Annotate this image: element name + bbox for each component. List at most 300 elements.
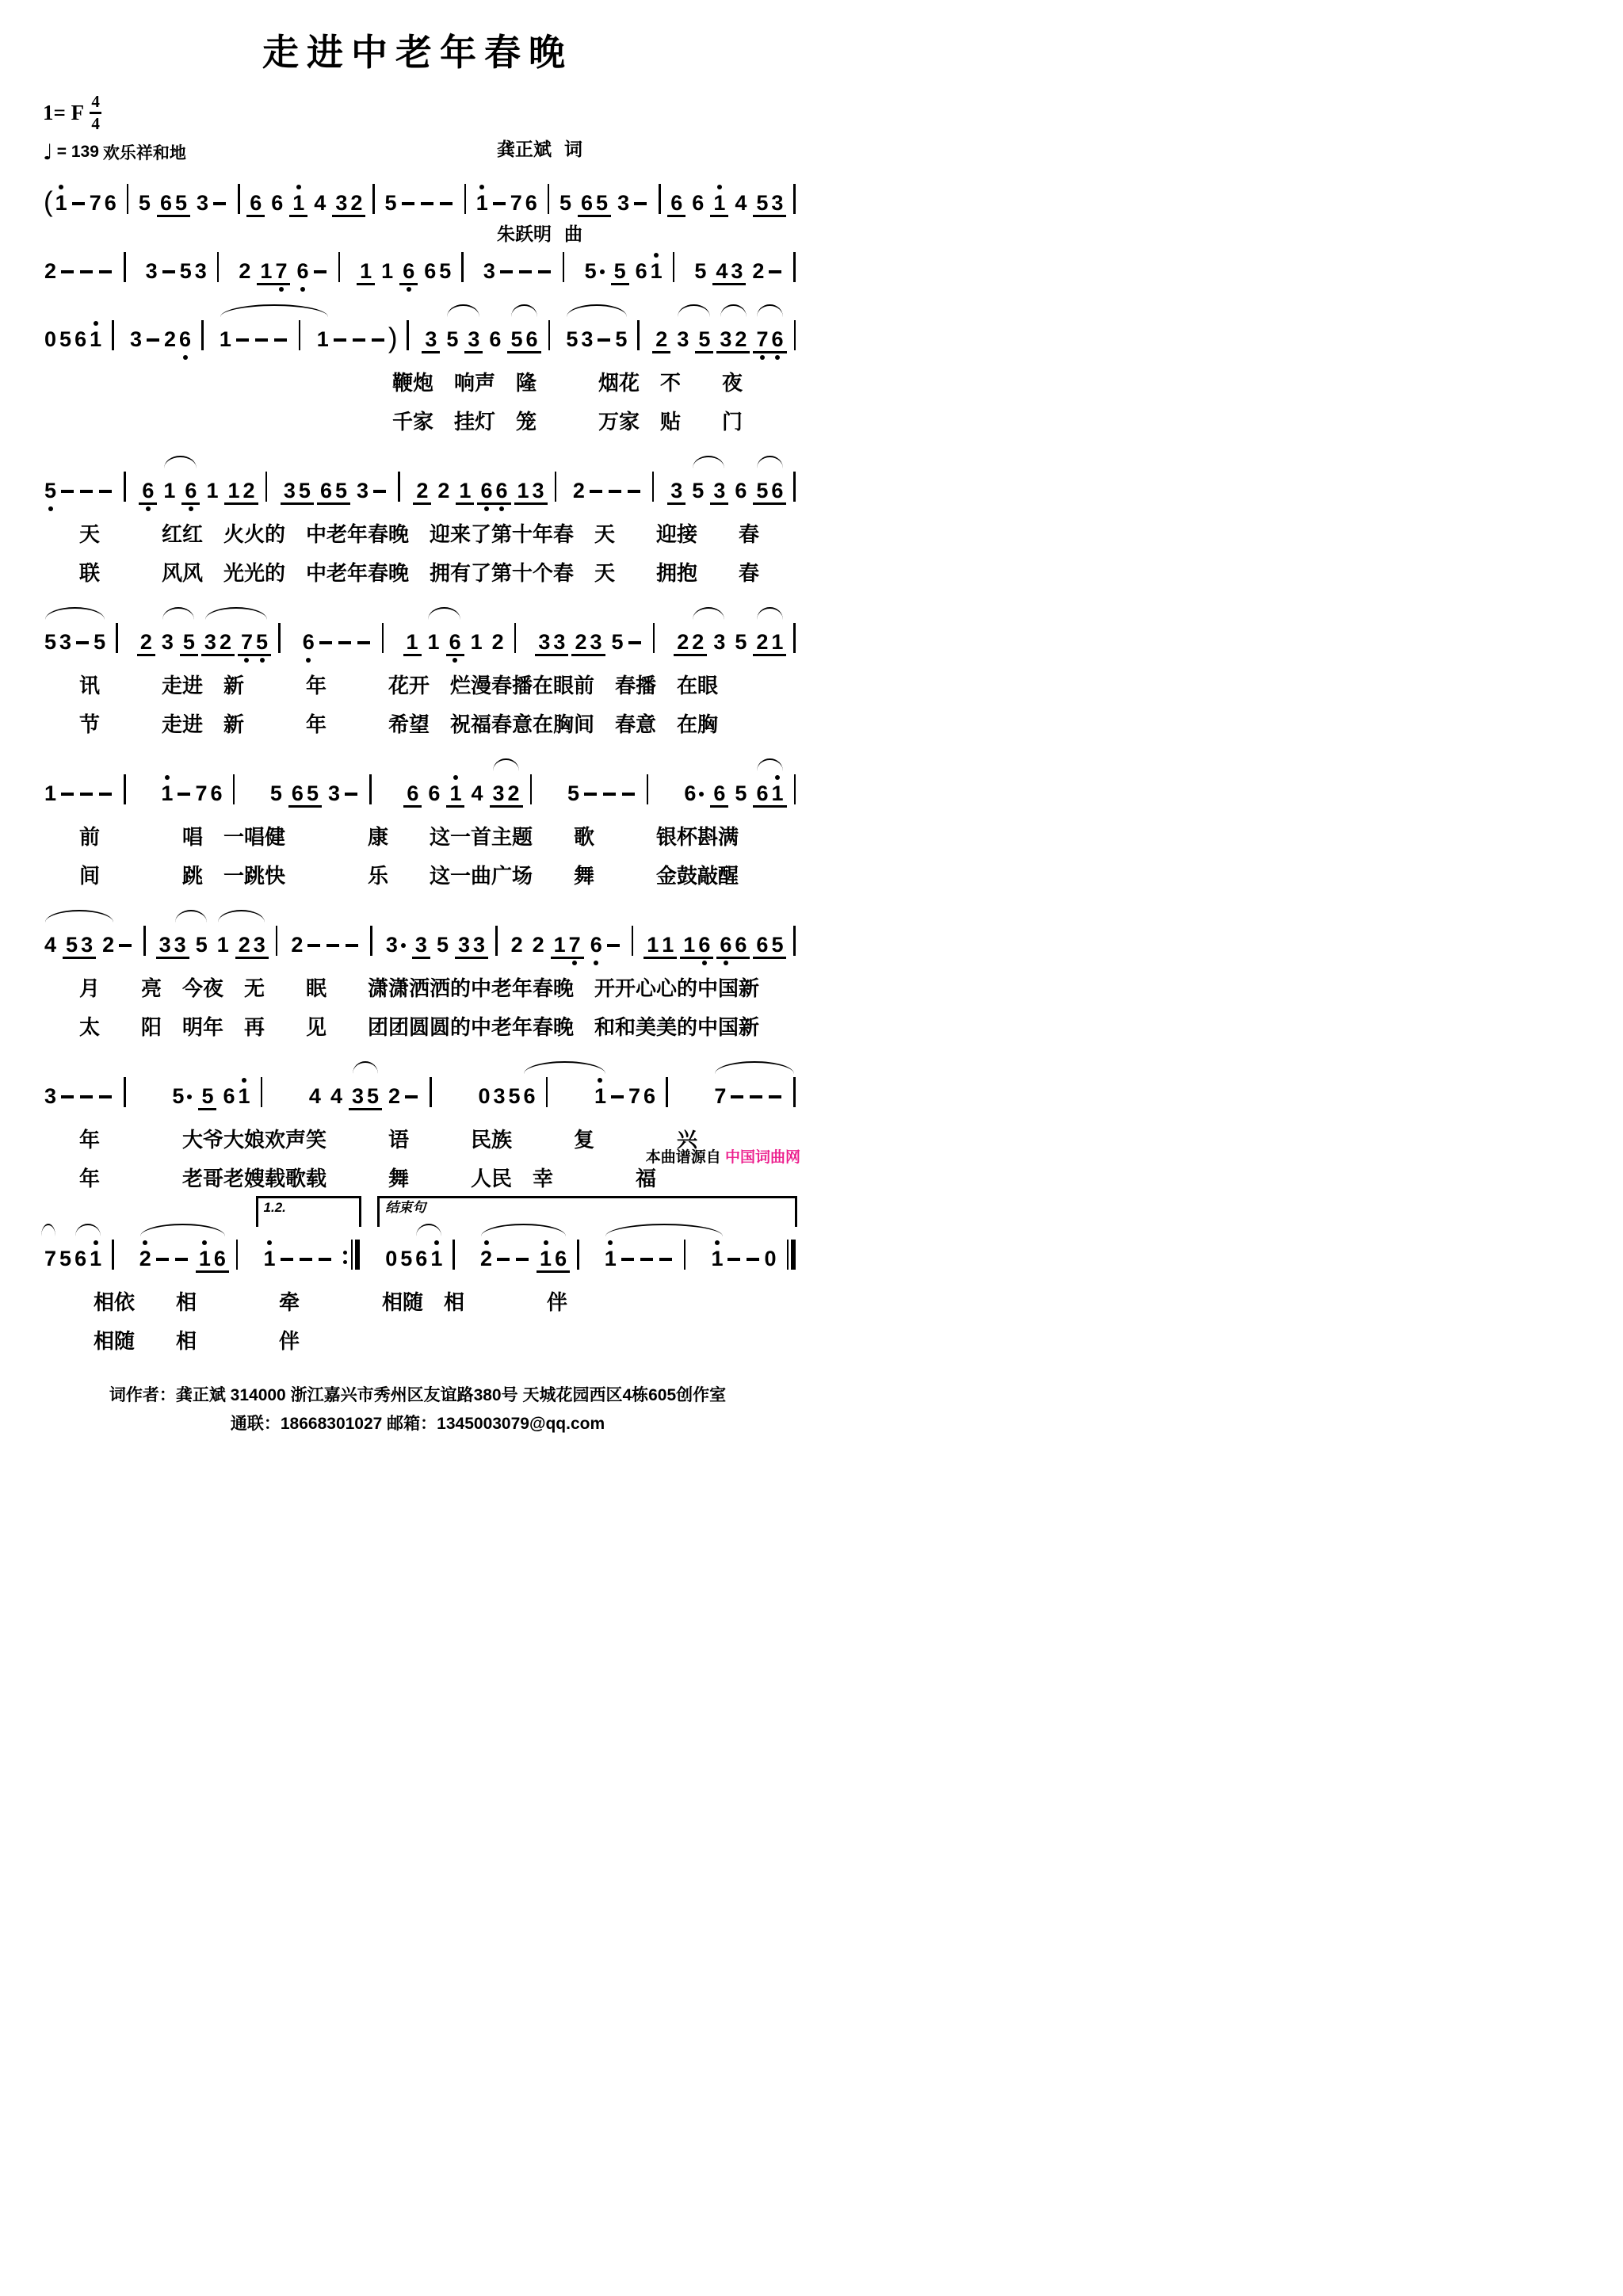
note-token: 4 <box>471 781 483 805</box>
note-token: 1 <box>406 630 418 654</box>
system <box>40 160 796 227</box>
note-token: 6 <box>555 1247 567 1270</box>
dash-token <box>611 1095 624 1098</box>
note-token: 5 <box>367 1084 380 1108</box>
system <box>40 1053 796 1192</box>
note-token: 6 <box>74 327 87 351</box>
note-group <box>281 480 314 505</box>
note-group <box>99 934 136 956</box>
octave-down-dot <box>48 506 53 511</box>
note-token: 6 <box>670 191 683 215</box>
octave-up-dot <box>143 1240 147 1245</box>
note-group <box>508 934 526 956</box>
note-group <box>731 193 750 214</box>
note-token: 6 <box>271 191 284 215</box>
note-token: 2 <box>164 327 177 351</box>
barline <box>673 252 675 282</box>
note-group <box>139 480 157 505</box>
note-group <box>537 1248 570 1273</box>
lyric-line-2: 千家 挂灯 笼 万家 贴 门 <box>392 410 743 434</box>
note-group <box>480 261 556 282</box>
dash-token <box>584 793 597 796</box>
dash-token <box>327 944 339 947</box>
dash-token <box>622 793 635 796</box>
slur-arc <box>428 607 460 620</box>
note-group <box>710 783 728 808</box>
measure <box>40 926 146 956</box>
octave-up-dot <box>775 775 780 780</box>
octave-down-dot <box>484 506 489 511</box>
lyric-line-2: 节 走进 新 年 希望 祝福春意在胸间 春意 在胸 <box>79 712 719 736</box>
measure <box>40 184 128 218</box>
measure <box>590 1077 668 1107</box>
measure <box>563 774 649 804</box>
lyric-line-1: 月 亮 今夜 无 眠 潇潇洒洒的中老年春晚 开开心心的中国新 <box>79 976 760 1000</box>
slur-arc <box>493 758 518 771</box>
octave-down-dot <box>453 658 457 663</box>
note-token: 3 <box>197 191 209 215</box>
note-token: 1 <box>159 783 174 804</box>
note-group <box>41 480 116 502</box>
measure <box>475 1240 579 1270</box>
dash-token <box>640 1258 653 1261</box>
note-token: 3 <box>414 933 427 957</box>
note-token: 0 <box>478 1084 491 1108</box>
note-token: 1 <box>662 933 674 957</box>
note-group <box>695 329 713 353</box>
barline <box>530 774 533 804</box>
dash-token <box>538 270 551 273</box>
barline <box>793 184 796 214</box>
note-token: 2 <box>507 781 520 805</box>
barline <box>548 320 551 350</box>
dash-token <box>319 641 332 644</box>
note-group <box>198 1086 216 1110</box>
note-group <box>306 1086 324 1107</box>
octave-down-dot <box>146 506 151 511</box>
measure <box>561 320 640 350</box>
dash-token <box>99 490 112 493</box>
note-group <box>490 783 523 808</box>
dash-token <box>338 641 351 644</box>
note-token: 3 <box>327 781 340 805</box>
dash-token <box>61 490 74 493</box>
slur-arc <box>693 607 724 620</box>
dash-token <box>119 944 132 947</box>
note-group <box>136 193 154 214</box>
measure <box>125 320 204 350</box>
note-token: 2 <box>238 933 250 957</box>
dash-token <box>346 944 358 947</box>
measure <box>706 1240 796 1270</box>
slur-arc <box>757 758 782 771</box>
barline-thick <box>355 1240 360 1270</box>
note-token: 3 <box>457 933 471 957</box>
note-group <box>196 1248 229 1273</box>
note-token: 5 <box>400 1247 413 1270</box>
measure <box>141 252 220 282</box>
measure <box>555 184 661 214</box>
note-group <box>674 632 707 656</box>
repeat-barline <box>343 1240 361 1270</box>
note-token: 6 <box>771 479 784 502</box>
barline <box>261 1077 263 1107</box>
slur-arc <box>715 1061 794 1074</box>
lyric-line-1: 前 唱 一唱健 康 这一首主题 歌 银杯斟满 <box>79 825 739 849</box>
note-group <box>399 261 418 285</box>
note-token: 2 <box>239 259 251 283</box>
note-token: 3 <box>771 191 784 215</box>
note-token: 1 <box>197 1248 212 1270</box>
note-token: 6 <box>756 781 769 805</box>
octave-up-dot <box>598 1078 602 1083</box>
note-group <box>193 934 211 956</box>
note-token: 5 <box>94 630 106 654</box>
note-token: 5 <box>508 1084 521 1108</box>
octave-up-dot <box>267 1240 272 1245</box>
slur-arc <box>140 1224 225 1236</box>
slur-arc <box>511 304 537 317</box>
paren-token: ) <box>388 323 398 354</box>
note-group <box>41 934 59 956</box>
measure <box>135 1240 239 1270</box>
note-group <box>473 193 540 214</box>
barline <box>299 320 301 350</box>
slur-arc <box>678 304 709 317</box>
barline <box>124 1077 126 1107</box>
note-token: 3 <box>493 1084 506 1108</box>
note-token: 3 <box>59 630 72 654</box>
note-token: 2 <box>677 630 689 654</box>
note-group <box>300 632 375 653</box>
note-token: 4 <box>735 191 747 215</box>
note-group <box>486 329 504 350</box>
note-token: 6 <box>735 479 747 502</box>
note-token: 3 <box>713 630 726 654</box>
note-group <box>551 934 584 959</box>
note-token: 6 <box>250 191 262 215</box>
note-token: 1 <box>219 327 231 351</box>
note-token: 2 <box>388 1084 401 1108</box>
note-token: 5 <box>44 630 57 654</box>
note-token: 6 <box>643 1084 656 1108</box>
note-token: 6 <box>697 934 712 956</box>
dash-token <box>497 1258 510 1261</box>
tempo-bpm: = 139 <box>56 143 99 161</box>
barline <box>233 774 235 804</box>
note-line <box>40 1053 796 1120</box>
note-group <box>267 783 285 804</box>
note-token: 5 <box>179 259 192 283</box>
dash-token <box>80 270 93 273</box>
measure <box>312 320 409 354</box>
note-token: 3 <box>483 259 495 283</box>
note-group <box>180 632 198 656</box>
note-group <box>378 261 396 282</box>
measure <box>568 472 655 502</box>
note-token: 3 <box>357 479 369 502</box>
note-token: 3 <box>473 933 486 957</box>
octave-up-dot <box>484 1240 489 1245</box>
note-token: 6 <box>713 781 726 805</box>
barline <box>647 774 649 804</box>
note-token: 0 <box>44 327 57 351</box>
note-group <box>63 934 96 959</box>
dash-token <box>353 338 365 342</box>
note-token: 5 <box>611 630 624 654</box>
barline <box>546 1077 548 1107</box>
dash-token <box>300 1258 312 1261</box>
octave-up-dot <box>165 775 170 780</box>
note-group <box>332 193 365 217</box>
dash-token <box>99 270 112 273</box>
note-token: 2 <box>291 933 304 957</box>
note-token: 3 <box>385 933 398 957</box>
note-group <box>731 632 750 653</box>
measure <box>411 472 556 502</box>
note-token: 1 <box>316 327 329 351</box>
note-token: 6 <box>756 933 769 957</box>
barline-thin <box>787 1240 789 1270</box>
system <box>40 448 796 586</box>
note-group <box>443 329 461 350</box>
note-group <box>691 261 709 282</box>
note-group <box>158 632 177 653</box>
octave-down-dot <box>775 355 780 360</box>
slur-arc <box>218 910 265 923</box>
measure <box>600 1240 686 1270</box>
note-token: 2 <box>102 933 115 957</box>
note-token: 6 <box>140 480 155 502</box>
note-group <box>201 632 235 656</box>
note-token: 5 <box>195 933 208 957</box>
measure <box>156 774 235 804</box>
note-group <box>455 934 488 959</box>
measure <box>40 1077 126 1107</box>
dash-token <box>727 1258 740 1261</box>
note-token: 4 <box>308 1084 321 1108</box>
lyricist-credit: 龚正斌 词 <box>497 139 583 161</box>
dot-token <box>699 792 704 797</box>
note-token: 1 <box>291 193 306 214</box>
note-token: 3 <box>129 327 142 351</box>
note-group <box>353 480 391 502</box>
lyric-line-2: 年 老哥老嫂载歌载 舞 人民 幸 福 <box>79 1167 657 1190</box>
note-token: 4 <box>314 191 327 215</box>
note-token: 7 <box>754 329 769 350</box>
barline <box>201 320 204 350</box>
dash-token <box>80 793 93 796</box>
barline <box>495 926 498 956</box>
dash-token <box>659 1258 672 1261</box>
note-group <box>475 1086 538 1107</box>
note-group <box>383 934 409 956</box>
quarter-note-icon: ♩ <box>43 139 53 165</box>
note-token: 6 <box>692 191 705 215</box>
measure <box>137 472 267 502</box>
measure <box>472 184 550 214</box>
dash-token <box>603 793 616 796</box>
measure <box>40 252 126 282</box>
paren-token: ( <box>44 186 53 218</box>
dash-token <box>519 270 532 273</box>
note-group <box>632 261 666 282</box>
note-group <box>311 193 329 214</box>
note-token: 5 <box>698 327 711 351</box>
note-token: 6 <box>183 480 198 502</box>
dash-token <box>319 1258 331 1261</box>
note-token: 1 <box>448 783 463 804</box>
note-group <box>257 261 290 285</box>
note-token: 0 <box>385 1247 398 1270</box>
note-group <box>216 329 292 350</box>
note-token: 6 <box>525 191 537 215</box>
barline <box>548 184 550 214</box>
note-token: 2 <box>756 630 769 654</box>
note-token: 5 <box>59 327 72 351</box>
note-token: 1 <box>360 259 372 283</box>
measure <box>580 252 675 282</box>
barline <box>124 472 126 502</box>
score-body <box>40 160 796 1354</box>
note-token: 5 <box>735 630 747 654</box>
note-token: 1 <box>260 259 273 283</box>
measure <box>40 472 126 502</box>
measure <box>506 926 634 956</box>
note-group <box>385 1086 422 1107</box>
note-group <box>667 193 685 217</box>
note-token: 3 <box>677 327 689 351</box>
note-token: 1 <box>237 1086 252 1107</box>
barline <box>652 472 655 502</box>
slur-arc <box>353 1061 378 1074</box>
dash-token <box>61 1095 74 1098</box>
measure <box>402 623 517 653</box>
note-token: 6 <box>178 329 193 350</box>
dash-token <box>156 1258 169 1261</box>
volta-label: 1.2. <box>263 1200 286 1215</box>
note-group <box>731 783 750 804</box>
footer-line2: 通联：18668301027 邮箱：1345003079@qq.com <box>230 1414 605 1433</box>
dash-token <box>255 338 268 342</box>
barline <box>632 926 634 956</box>
note-group <box>157 193 190 217</box>
note-group <box>293 261 330 282</box>
note-token: 7 <box>44 1247 57 1270</box>
barline <box>514 623 517 653</box>
watermark <box>646 1145 800 1167</box>
measure <box>355 252 464 282</box>
dash-token <box>99 793 112 796</box>
note-token: 7 <box>239 632 254 653</box>
octave-up-dot <box>479 185 484 189</box>
note-group <box>41 329 105 350</box>
barline <box>461 252 464 282</box>
note-token: 6 <box>525 327 538 351</box>
footer-contact <box>40 1381 796 1438</box>
note-group <box>464 329 483 353</box>
note-token: 1 <box>538 1248 553 1270</box>
measure <box>672 623 796 653</box>
octave-up-dot <box>715 1240 720 1245</box>
barline <box>127 184 129 214</box>
dot-token <box>401 943 406 948</box>
dash-token <box>80 1095 93 1098</box>
dash-token <box>72 202 85 205</box>
barline <box>637 320 640 350</box>
dash-token <box>628 490 640 493</box>
octave-up-dot <box>608 1240 613 1245</box>
measure <box>689 252 796 282</box>
note-group <box>421 261 454 282</box>
watermark-prefix: 本曲谱源自 <box>645 1149 721 1166</box>
note-line <box>40 599 796 666</box>
note-token: 6 <box>448 632 463 653</box>
octave-down-dot <box>572 961 577 965</box>
note-group <box>753 632 786 656</box>
note-token: 5 <box>201 1084 214 1108</box>
note-token: 5 <box>771 933 784 957</box>
dash-token <box>598 338 610 342</box>
measure <box>155 926 278 956</box>
note-token: 6 <box>581 191 594 215</box>
meter-bottom: 4 <box>91 113 100 133</box>
barline <box>407 320 409 350</box>
key-tempo-block <box>43 94 186 165</box>
note-group <box>317 480 350 505</box>
note-token: 1 <box>771 630 784 654</box>
measure <box>286 926 372 956</box>
dot-token <box>187 1095 192 1099</box>
octave-up-dot <box>544 1240 548 1245</box>
dot-token <box>600 269 605 274</box>
note-group <box>160 480 178 502</box>
dash-token <box>76 641 89 644</box>
octave-down-dot <box>244 658 249 663</box>
note-group <box>689 480 707 502</box>
slur-arc <box>757 456 782 468</box>
note-token: 3 <box>553 630 566 654</box>
barline <box>124 774 126 804</box>
note-group <box>710 480 728 505</box>
note-group <box>314 323 400 354</box>
note-token: 1 <box>769 783 785 804</box>
barline <box>236 1240 239 1270</box>
octave-down-dot <box>279 287 284 292</box>
note-token: 3 <box>204 630 216 654</box>
dash-token <box>236 338 249 342</box>
slur-arc <box>567 304 626 317</box>
note-group <box>609 632 646 653</box>
measure <box>40 320 114 350</box>
volta-label: 结束句 <box>385 1200 426 1215</box>
note-token: 5 <box>439 259 452 283</box>
note-token: 7 <box>195 781 208 805</box>
note-group <box>582 261 608 282</box>
octave-up-dot <box>59 185 63 189</box>
note-token: 2 <box>735 327 747 351</box>
barline <box>430 1077 432 1107</box>
note-group <box>489 632 507 653</box>
measure <box>642 926 796 956</box>
note-token: 5 <box>566 327 579 351</box>
note-token: 5 <box>306 781 319 805</box>
measure <box>245 184 375 214</box>
lyric-line-2: 联 风风 光光的 中老年春晚 拥有了第十个春 天 拥抱 春 <box>79 561 760 585</box>
dash-token <box>281 1258 293 1261</box>
note-token: 5 <box>692 479 705 502</box>
note-token: 3 <box>670 479 683 502</box>
